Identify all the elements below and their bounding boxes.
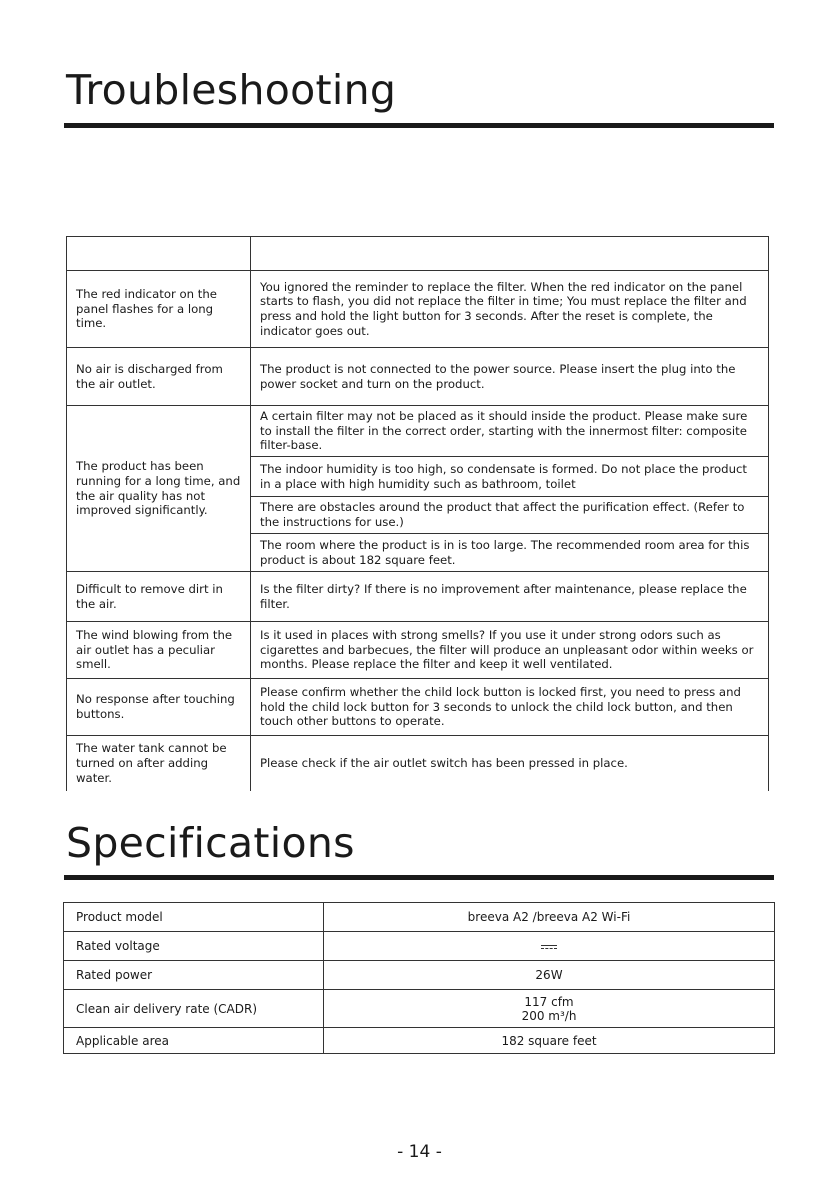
cause-cell: No response after touching buttons. — [67, 679, 251, 736]
spec-label: Rated power — [64, 961, 324, 990]
solution-cell: The product is not connected to the power source. Please insert the plug into the power socket and turn on the product. — [251, 348, 769, 406]
table-row — [67, 572, 769, 622]
dc-current-icon — [541, 945, 557, 949]
solution-cell: You ignored the reminder to replace the filter. When the red indicator on the panel starts to flash, you did not replace the filter in time; You must replace the filter and press and hold the light button for 3 seconds. After the reset is complete, the indicator goes out. — [251, 271, 769, 348]
spec-value: 26W — [324, 961, 775, 990]
spec-value — [324, 990, 775, 1028]
cause-cell: The water tank cannot be turned on after adding water. — [67, 736, 251, 791]
table-row — [67, 406, 769, 457]
cause-cell: The wind blowing from the air outlet has a peculiar smell. — [67, 622, 251, 679]
cause-cell: The red indicator on the panel flashes for a long time. — [67, 271, 251, 348]
solution-cell: A certain filter may not be placed as it should inside the product. Please make sure to install the filter in the correct order, starting with the innermost filter: composite filter-base. — [251, 406, 769, 457]
solution-cell: Please confirm whether the child lock button is locked first, you need to press and hold the child lock button for 3 seconds to unlock the child lock button, and then touch other buttons to operate. — [251, 679, 769, 736]
spec-row — [64, 990, 775, 1028]
spec-value-line: 200 m³/h — [521, 1008, 577, 1023]
spec-value — [324, 932, 775, 961]
spec-row — [64, 903, 775, 932]
solution-cell: Please check if the air outlet switch has been pressed in place. — [251, 736, 769, 791]
spec-label: Applicable area — [64, 1028, 324, 1054]
specifications-title-rule — [64, 875, 774, 880]
solution-cell: Is it used in places with strong smells? If you use it under strong odors such as cigarettes and barbecues, the filter will produce an unpleasant odor within weeks or months. Please replace the filter and keep it well ventilated. — [251, 622, 769, 679]
solution-cell: Is the filter dirty? If there is no improvement after maintenance, please replace the filter. — [251, 572, 769, 622]
table-row — [67, 348, 769, 406]
spec-value-line: 117 cfm — [524, 994, 574, 1009]
spec-row — [64, 1028, 775, 1054]
table-header-row — [67, 237, 769, 271]
page-number: - 14 - — [397, 1142, 442, 1162]
table-row — [67, 736, 769, 791]
table-row — [67, 679, 769, 736]
spec-label: Rated voltage — [64, 932, 324, 961]
specifications-table — [63, 902, 775, 1054]
solution-cell: There are obstacles around the product that affect the purification effect. (Refer to the instructions for use.) — [251, 497, 769, 534]
spec-label: Product model — [64, 903, 324, 932]
specifications-title: Specifications — [66, 819, 355, 867]
solution-cell: The indoor humidity is too high, so condensate is formed. Do not place the product in a place with high humidity such as bathroom, toilet — [251, 457, 769, 497]
table-row — [67, 622, 769, 679]
header-solution-cell — [251, 237, 769, 271]
spec-label: Clean air delivery rate (CADR) — [64, 990, 324, 1028]
cause-cell: Difficult to remove dirt in the air. — [67, 572, 251, 622]
spec-value: breeva A2 /breeva A2 Wi-Fi — [324, 903, 775, 932]
cause-cell: The product has been running for a long time, and the air quality has not improved significantly. — [67, 406, 251, 572]
troubleshooting-title: Troubleshooting — [66, 66, 397, 114]
spec-row — [64, 961, 775, 990]
header-cause-cell — [67, 237, 251, 271]
spec-value: 182 square feet — [324, 1028, 775, 1054]
troubleshooting-table — [66, 236, 769, 791]
solution-cell: The room where the product is in is too large. The recommended room area for this product is about 182 square feet. — [251, 534, 769, 572]
troubleshooting-title-rule — [64, 123, 774, 128]
cause-cell: No air is discharged from the air outlet. — [67, 348, 251, 406]
table-row — [67, 271, 769, 348]
spec-row — [64, 932, 775, 961]
